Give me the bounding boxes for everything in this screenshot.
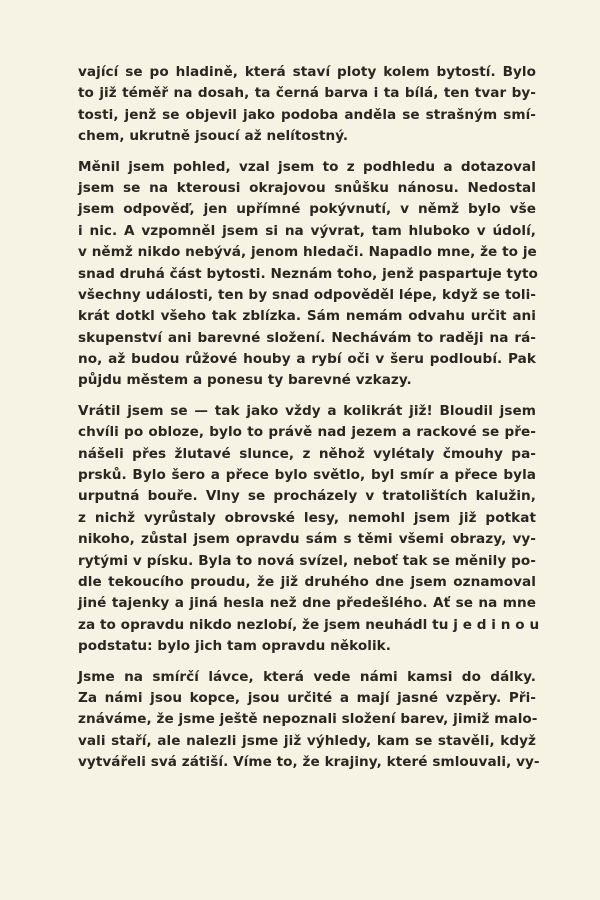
body-text [78,62,540,783]
text-line: skupenství ani barevné složení. Nechávám to raději na rá- [78,329,536,346]
text-line: nikoho, zůstal jsem opravdu sám s těmi všemi obrazy, vy- [78,531,536,548]
text-line: vytvářeli svá zátiší. Víme to, že krajiny, které smlouvali, vy- [78,754,540,771]
paragraph-2 [78,157,536,392]
text-line: i nic. A vzpomněl jsem si na vývrat, tam hluboko v údolí, [78,222,536,239]
text-line: v němž nikdo nebývá, jenom hledači. Napadlo mne, že to je [78,244,537,261]
text-line: jsem se na kterousi okrajovou snůšku nánosu. Nedostal [78,179,536,196]
paragraph-1 [78,62,536,148]
text-line: podstatu: bylo jich tam opravdu několik. [78,638,391,655]
text-line: Vrátil jsem se — tak jako vždy a kolikrát již! Bloudil jsem [78,402,536,419]
text-line: Měnil jsem pohled, vzal jsem to z podhledu a dotazoval [78,158,536,175]
text-line: vající se po hladině, která staví ploty kolem bytostí. Bylo [78,64,536,80]
text-line: urputná bouře. Vlny se procházely v tratolištích kalužin, [78,488,536,505]
text-line: krát dotkl všeho tak zblízka. Sám nemám odvahu určit ani [78,308,536,325]
text-line: rytými v písku. Byla to nová svízel, neboť tak se měnily po- [78,552,536,569]
text-line: chvíli po obloze, bylo to právě nad jezem a rackové se přе- [78,424,536,441]
text-line: Za námi jsou kopce, jsou určité a mají jasné vzpěry. Při- [78,689,536,706]
text-line: prsků. Bylo šero a přece bylo světlo, byl smír a přece byla [78,467,536,484]
text-line: z nichž vyrůstaly obrovské lesy, nemohl jsem již potkat [78,509,536,526]
text-line: chem, ukrutně jsoucí až nelítostný. [78,128,349,145]
paragraph-3 [78,401,540,658]
text-line: Jsme na smírčí lávce, která vede námi kamsi do dálky. [78,668,536,685]
text-line: znáváme, že jsme ještě nepoznali složení barev, jimiž malo- [78,711,538,728]
text-line: nášeli přes žlutavé slunce, z něhož vylétaly čmouhy pa- [78,445,536,462]
text-line: to již téměř na dosah, ta černá barva i ta bílá, ten tvar by- [78,85,536,102]
text-line: půjdu městem a ponesu ty barevné vzkazy. [78,372,412,389]
text-line: snad druhá část bytosti. Neznám toho, jenž paspartuje tyto [78,265,538,282]
text-line: všechny události, ten by snad odpověděl lépe, když se toli- [78,286,536,303]
paragraph-4 [78,667,540,774]
text-line: jsem odpověď, jen upřímné pokývnutí, v němž bylo vše [78,201,536,218]
text-line: vali staří, ale nalezli jsme již výhledy, kam se stavěli, když [78,732,536,749]
text-line: za to opravdu nikdo nezlobí, že jsem neuhádl tu j e d i n o u [78,616,540,633]
text-line: dle tekoucího proudu, že již druhého dne jsem oznamoval [78,573,536,590]
text-line: jiné tajenky a jiná hesla než dne předešlého. Ať se na mne [78,595,536,612]
text-line: no, až budou růžové houby a rybí oči v šeru podloubí. Pak [78,351,536,368]
text-line: tosti, jenž se objevil jako podoba anděla se strašným smí- [78,106,536,123]
